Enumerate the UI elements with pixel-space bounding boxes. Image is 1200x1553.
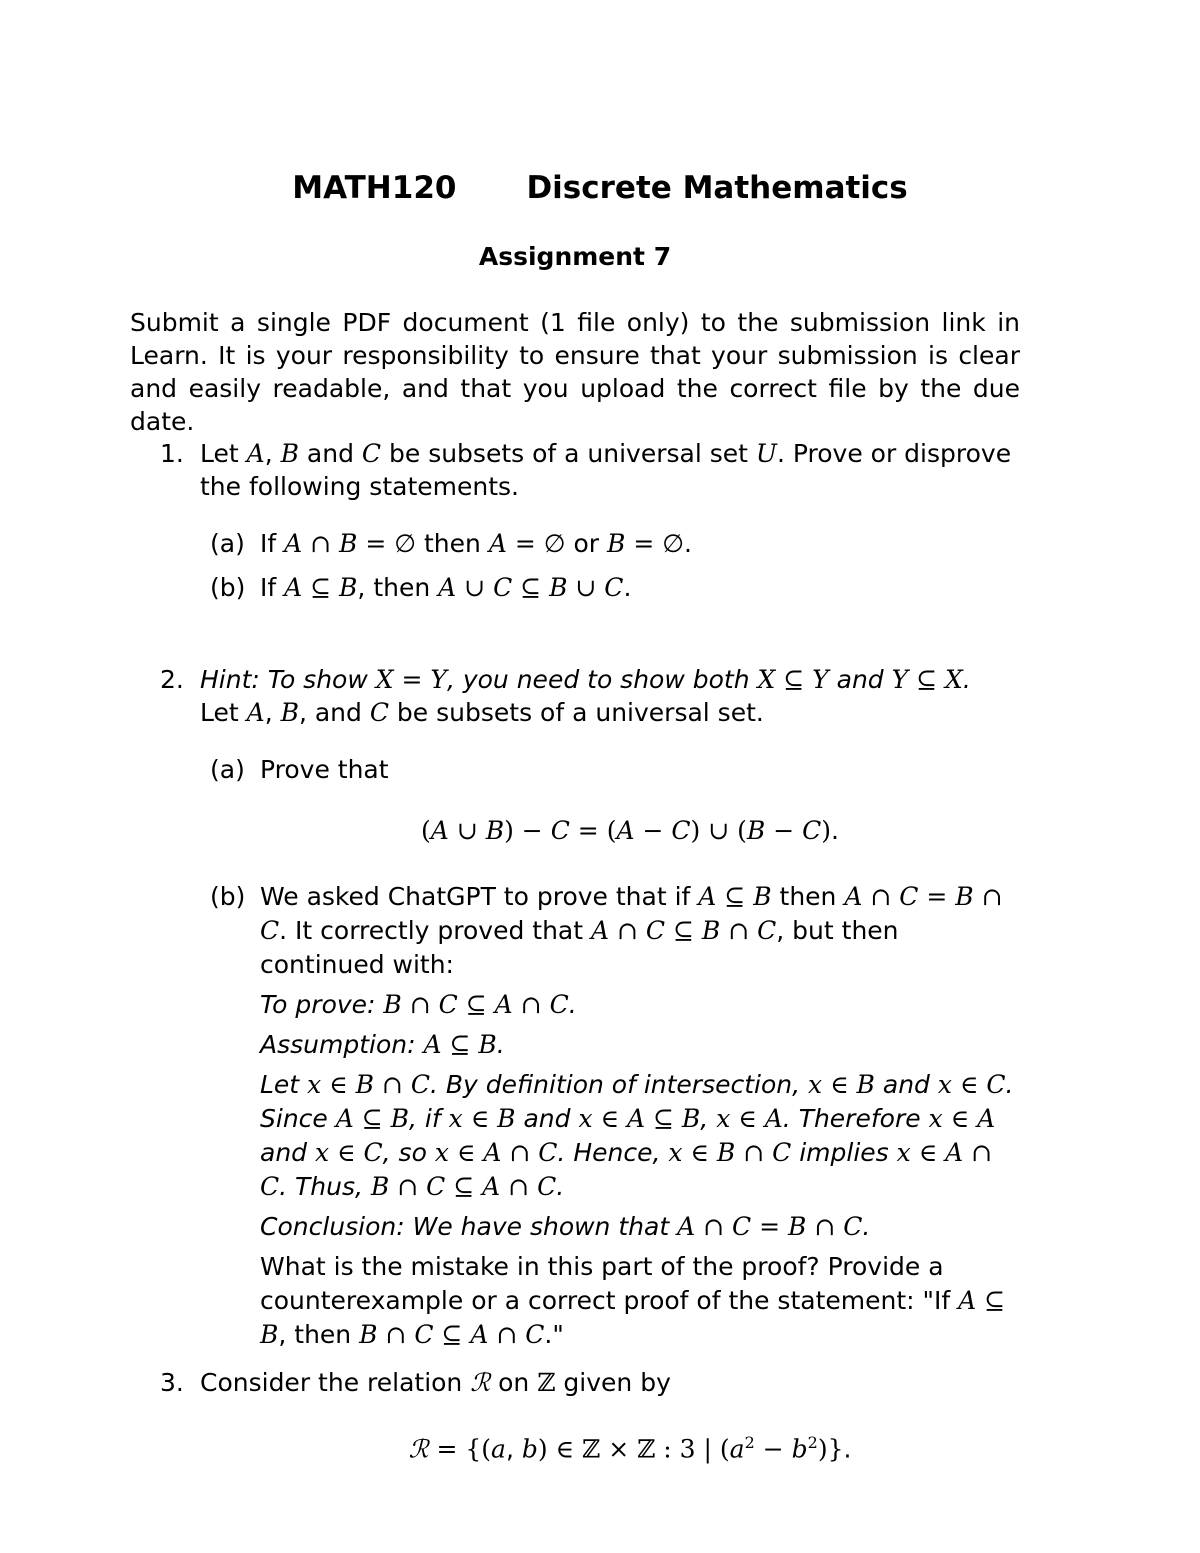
course-title: Discrete Mathematics	[526, 170, 908, 206]
q1b-label: (b)	[210, 573, 246, 602]
course-code: MATH120	[292, 170, 457, 206]
q2b-label: (b)	[210, 882, 246, 911]
q2-text: Hint: To show X = Y, you need to show both X ⊆ Y and Y ⊆ X. Let A, B, and C be subsets of a universal set.	[200, 665, 971, 727]
q3-equation: ℛ = {(a, b) ∈ ℤ × ℤ : 3 | $(a^2 - b^2)$}.	[408, 1433, 852, 1464]
q1-text: Let A, B and C be subsets of a universal set U. Prove or disprove the following statements.	[200, 439, 1012, 501]
q2a-text: Prove that	[260, 755, 389, 784]
q2-number: 2.	[160, 665, 184, 694]
intro-paragraph: Submit a single PDF document (1 file only) to the submission link in Learn. It is your responsibility to ensure that your submission is clear and easily readable, and that you upload the correct file by the due date.	[130, 308, 1020, 436]
q2a-equation: (A ∪ B) − C = (A − C) ∪ (B − C).	[421, 816, 839, 845]
q1b-text: If A ⊆ B, then A ∪ C ⊆ B ∪ C.	[260, 573, 632, 602]
q1a-label: (a)	[210, 529, 245, 558]
q2a-label: (a)	[210, 755, 245, 784]
assignment-title: Assignment 7	[478, 242, 672, 271]
q2b-text: We asked ChatGPT to prove that if A ⊆ B then A ∩ C = B ∩ C. It correctly proved that A ∩ C ⊆ B ∩ C, but then continued with: To prove: B ∩ C ⊆ A ∩ C. Assumption: A ⊆ B. Let x ∈ B ∩ C. By definition of intersection, x ∈ B and x ∈ C. Since A ⊆ B, if x ∈ B and x ∈ A ⊆ B, x ∈ A. Therefore x ∈ A and x ∈ C, so x ∈ A ∩ C. Hence, x ∈ B ∩ C implies x ∈ A ∩ C. Thus, B ∩ C ⊆ A ∩ C. Conclusion: We have shown that A ∩ C = B ∩ C. What is the mistake in this part of the proof? Provide a counterexample or a correct proof of the statement: "If A ⊆ B, then B ∩ C ⊆ A ∩ C."	[260, 882, 1014, 1349]
q3-text: Consider the relation ℛ on ℤ given by	[200, 1368, 671, 1397]
q1-number: 1.	[160, 439, 184, 468]
q1a-text: If A ∩ B = ∅ then A = ∅ or B = ∅.	[260, 529, 692, 558]
document-title	[0, 168, 1200, 208]
q3-number: 3.	[160, 1368, 184, 1397]
